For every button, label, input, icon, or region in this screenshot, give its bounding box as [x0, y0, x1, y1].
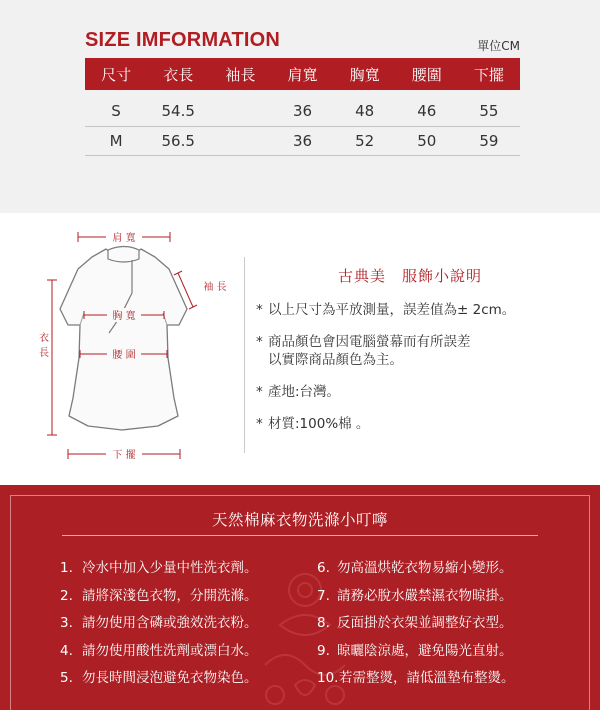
table-cell: 36: [271, 90, 333, 126]
table-cell: [209, 90, 271, 126]
list-item: [256, 383, 586, 401]
asterisk-icon: *: [256, 334, 263, 350]
table-row: [85, 126, 520, 155]
list-item: [256, 415, 586, 433]
asterisk-icon: *: [256, 384, 263, 400]
chest-label: 胸 寬: [112, 311, 136, 322]
notes-list: [256, 301, 586, 447]
list-item: [60, 558, 258, 586]
header-shoulder: 肩寬: [271, 58, 333, 90]
note-text: 商品顏色會因電腦螢幕而有所誤差 以實際商品顏色為主。: [268, 334, 471, 368]
list-item: [60, 586, 258, 614]
tip-number: 2.: [60, 587, 73, 604]
tip-text: 請勿使用含磷或強效洗衣粉。: [82, 615, 258, 631]
asterisk-icon: *: [256, 302, 263, 318]
tip-text: 反面掛於衣架並調整好衣型。: [337, 615, 513, 631]
tip-text: 冷水中加入少量中性洗衣劑。: [82, 560, 258, 576]
header-hem: 下擺: [458, 58, 520, 90]
tip-text: 勿長時間浸泡避免衣物染色。: [82, 670, 258, 686]
table-cell: 36: [271, 126, 333, 155]
length-label-1: 衣: [39, 333, 49, 344]
list-item: [60, 613, 258, 641]
size-table-header: [85, 58, 520, 90]
list-item: [60, 641, 258, 669]
header-sleeve: 袖長: [209, 58, 271, 90]
list-item: [317, 558, 515, 586]
list-item: [317, 668, 515, 696]
wash-tips-right: [317, 558, 515, 696]
size-title: SIZE IMFORMATION: [85, 29, 281, 51]
list-item: [317, 586, 515, 614]
tip-text: 請將深淺色衣物，分開洗滌。: [82, 587, 258, 604]
note-text: 材質:100%棉 。: [268, 416, 370, 432]
table-row: [85, 90, 520, 126]
list-item: [60, 668, 258, 696]
length-label-2: 長: [39, 348, 49, 359]
tip-number: 8.: [317, 615, 330, 631]
garment-diagram: [0, 213, 245, 485]
garment-section: [0, 213, 600, 485]
wash-title: 天然棉麻衣物洗滌小叮嚀: [211, 511, 388, 529]
size-table: [85, 58, 520, 156]
header-chest: 胸寬: [334, 58, 396, 90]
shirt-outline-icon: [60, 249, 187, 430]
table-cell: 56.5: [147, 126, 209, 155]
table-cell: S: [85, 90, 147, 126]
table-cell: M: [85, 126, 147, 155]
tip-number: 5.: [60, 670, 73, 686]
note-text: 以上尺寸為平放測量，誤差值為± 2cm。: [268, 302, 516, 318]
header-waist: 腰圍: [396, 58, 458, 90]
size-information-section: [0, 0, 600, 213]
asterisk-icon: *: [256, 416, 263, 432]
header-length: 衣長: [147, 58, 209, 90]
wash-tips-section: [0, 485, 600, 710]
table-cell: 55: [458, 90, 520, 126]
tip-number: 7.: [317, 587, 330, 604]
divider: [244, 257, 245, 453]
sleeve-label: 袖 長: [203, 282, 227, 293]
tip-text: 勿高溫烘乾衣物易縮小變形。: [337, 560, 513, 576]
tip-number: 3.: [60, 615, 73, 631]
tip-number: 4.: [60, 642, 73, 659]
table-cell: 46: [396, 90, 458, 126]
table-cell: 52: [334, 126, 396, 155]
table-cell: 59: [458, 126, 520, 155]
header-size: 尺寸: [85, 58, 147, 90]
table-cell: 50: [396, 126, 458, 155]
shoulder-label: 肩 寬: [112, 233, 136, 244]
table-cell: 54.5: [147, 90, 209, 126]
list-item: [256, 333, 586, 369]
tip-number: 9.: [317, 642, 330, 659]
hem-label: 下 擺: [112, 450, 136, 461]
list-item: [317, 613, 515, 641]
list-item: [256, 301, 586, 319]
notes-title: 古典美 服飾小說明: [338, 267, 483, 285]
tip-text: 晾曬陰涼處，避免陽光直射。: [337, 642, 513, 659]
tip-number: 1.: [60, 560, 73, 576]
note-text: 產地:台灣。: [268, 384, 341, 400]
divider: [62, 535, 538, 536]
collar-icon: [108, 247, 139, 263]
waist-label: 腰 圍: [112, 350, 136, 361]
table-cell: [209, 126, 271, 155]
tip-number: 6.: [317, 560, 330, 576]
wash-tips-left: [60, 558, 258, 696]
tip-text: 若需整燙，請低溫墊布整燙。: [339, 670, 515, 686]
tip-number: 10.: [317, 670, 339, 686]
list-item: [317, 641, 515, 669]
tip-text: 請務必脫水嚴禁濕衣物晾掛。: [337, 587, 513, 604]
tip-text: 請勿使用酸性洗劑或漂白水。: [82, 642, 258, 659]
table-cell: 48: [334, 90, 396, 126]
unit-label: 單位CM: [477, 39, 520, 53]
